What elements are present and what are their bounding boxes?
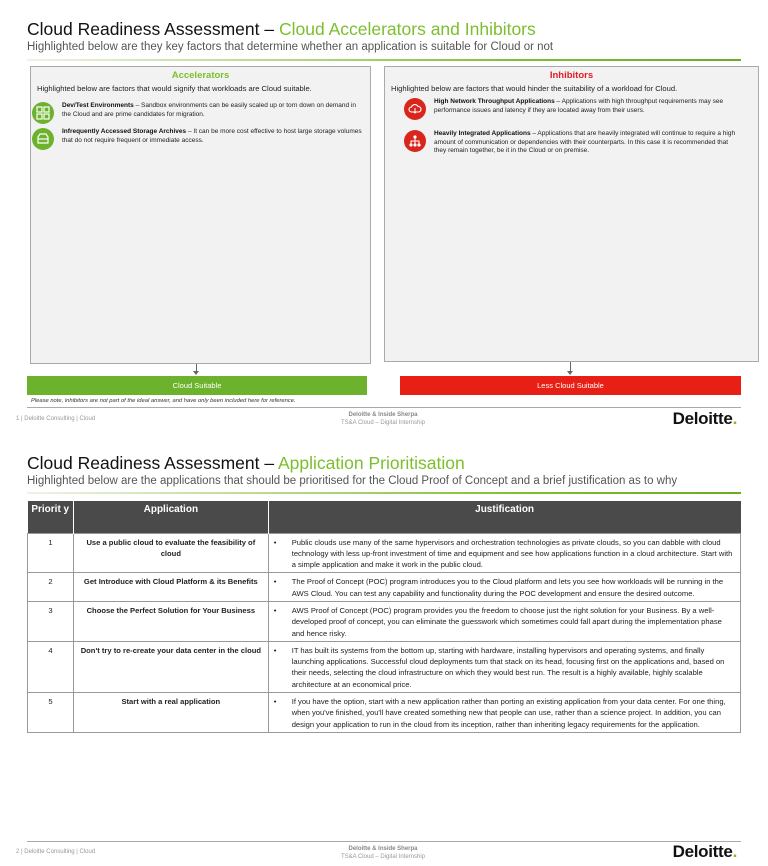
- slide2-title-rule: [27, 492, 741, 494]
- inhibitor-item-title: Heavily Integrated Applications: [434, 130, 531, 137]
- slide1-subtitle: Highlighted below are they key factors that determine whether an application is suitable for Cloud or not: [27, 41, 554, 53]
- table-row: [28, 693, 741, 733]
- bullet: •: [273, 537, 277, 547]
- table-header-row: [28, 501, 741, 533]
- justification-cell: [268, 601, 740, 641]
- application-cell: Don't try to re-create your data center in the cloud: [73, 641, 268, 692]
- slide1-footer-left: 1 | Deloitte Consulting | Cloud: [16, 416, 96, 422]
- accelerator-item-storage: [32, 128, 362, 150]
- table-row: [28, 601, 741, 641]
- bullet: •: [273, 645, 277, 655]
- cloud-sync-icon: [404, 98, 426, 120]
- storage-icon: [32, 128, 54, 150]
- accelerator-item-devtest: [32, 102, 362, 124]
- slide2-footer-center: [300, 845, 466, 861]
- slide2-subtitle: Highlighted below are the applications that should be prioritised for the Cloud Proof of Concept and a brief justification as to why: [27, 475, 678, 487]
- inhibitors-note: Please note, inhibitors are not part of the ideal answer, and have only been included here for reference.: [31, 398, 296, 404]
- prioritisation-table: [27, 501, 741, 733]
- justification-text: The Proof of Concept (POC) program introduces you to the Cloud platform and lets you see how workloads will be running in the AWS Cloud. You can test any capability and functionality during the POC development and ensure the desired outcome.: [291, 577, 724, 598]
- less-cloud-suitable-bar: Less Cloud Suitable: [400, 376, 741, 395]
- accelerator-item-desc: – It can be more cost effective to host large storage volumes that do not require frequent or immediate access.: [62, 128, 362, 144]
- accelerator-item-text: [62, 128, 362, 150]
- inhibitor-item-title: High Network Throughput Applications: [434, 98, 555, 105]
- inhibitors-heading: Inhibitors: [549, 70, 594, 81]
- inhibitors-arrow-head: [567, 371, 573, 375]
- accelerators-panel: [30, 66, 371, 364]
- justification-text: Public clouds use many of the same hypervisors and orchestration technologies as private clouds, so you can dabble with cloud technology with less up-front investment of time and equipment and see how applications function in a cloud architecture. Start with a simple application and make it work in the public cloud.: [291, 537, 733, 570]
- network-icon: [404, 130, 426, 152]
- inhibitor-item-desc: – Applications with high throughput requirements may see performance issues and latency if they are located away from their users.: [434, 98, 724, 114]
- application-cell: Use a public cloud to evaluate the feasibility of cloud: [73, 533, 268, 573]
- priority-cell: 1: [28, 533, 74, 573]
- accelerators-arrow-head: [193, 371, 199, 375]
- inhibitor-item-throughput: [404, 98, 740, 120]
- priority-cell: 4: [28, 641, 74, 692]
- justification-cell: [268, 641, 740, 692]
- accelerators-heading: Accelerators: [171, 70, 230, 81]
- accelerator-item-desc: – Sandbox environments can be easily scaled up or torn down on demand in the Cloud and are prime candidates for migration.: [62, 102, 356, 118]
- application-cell: Choose the Perfect Solution for Your Business: [73, 601, 268, 641]
- justification-cell: [268, 693, 740, 733]
- inhibitor-item-text: [434, 98, 740, 120]
- justification-cell: [268, 573, 740, 602]
- logo-dot: .: [732, 409, 737, 428]
- inhibitors-panel: [384, 66, 759, 362]
- bullet: •: [273, 605, 277, 615]
- application-cell: Get Introduce with Cloud Platform & its Benefits: [73, 573, 268, 602]
- priority-cell: 5: [28, 693, 74, 733]
- slide2-footer-rule: [27, 841, 741, 842]
- logo-dot: .: [732, 842, 737, 861]
- slide2-footer-line2: TS&A Cloud – Digital Internship: [340, 854, 426, 860]
- slide1-title-accent: Cloud Accelerators and Inhibitors: [278, 19, 536, 39]
- inhibitor-item-integrated: [404, 130, 740, 156]
- cloud-suitable-bar: Cloud Suitable: [27, 376, 367, 395]
- inhibitor-item-desc: – Applications that are heavily integrated will continue to require a high amount of communication or dependencies with their counterparts. In this case it is recommended that they remain together, be it in the Cloud or on premise.: [434, 130, 736, 155]
- slide1-footer-line2: TS&A Cloud – Digital Internship: [340, 420, 426, 426]
- slide1-title-prefix: Cloud Readiness Assessment –: [27, 19, 279, 39]
- inhibitors-intro: Highlighted below are factors that would hinder the suitability of a workload for Cloud.: [391, 84, 678, 93]
- priority-cell: 2: [28, 573, 74, 602]
- justification-text: IT has built its systems from the bottom up, starting with hardware, installing hypervisors and operating systems, and finally launching applications. Successful cloud deployments turn that stack on its head, focusing first on the applications and, based on their needs, selecting the cloud infrastructure on which they would best run. The result is a highly available, highly scalable architecture at an economical price.: [291, 645, 725, 689]
- slide1-title-rule: [27, 59, 741, 61]
- slide2-title-accent: Application Prioritisation: [277, 453, 465, 473]
- logo-text: Deloitte: [672, 409, 733, 428]
- table-row: [28, 533, 741, 573]
- slide1-footer-center: [300, 411, 466, 427]
- slide1-footer-line1: Deloitte & Inside Sherpa: [348, 412, 418, 418]
- column-header-priority: Priorit y: [28, 501, 74, 533]
- slide1-footer-rule: [27, 407, 741, 408]
- inhibitor-item-text: [434, 130, 740, 156]
- justification-cell: [268, 533, 740, 573]
- logo-text: Deloitte: [672, 842, 733, 861]
- justification-text: If you have the option, start with a new application rather than porting an existing application from your data center. For one thing, when you've finished, you'll have created something new that people can use, rather than a science project. In addition, you can design your application to run in the cloud from its inception, rather than inheriting legacy requirements for the application.: [291, 697, 726, 729]
- slide1-title: [27, 19, 536, 40]
- bullet: •: [273, 697, 277, 707]
- column-header-justification: Justification: [268, 501, 740, 533]
- accelerators-intro: Highlighted below are factors that would signify that workloads are Cloud suitable.: [37, 84, 312, 93]
- bullet: •: [273, 577, 277, 587]
- accelerator-item-title: Dev/Test Environments: [62, 102, 134, 109]
- slide2-deloitte-logo: [673, 842, 737, 862]
- grid-icon: [32, 102, 54, 124]
- table-row: [28, 641, 741, 692]
- slide1-deloitte-logo: [673, 409, 737, 429]
- application-cell: Start with a real application: [73, 693, 268, 733]
- slide2-footer-line1: Deloitte & Inside Sherpa: [348, 846, 418, 852]
- accelerator-item-text: [62, 102, 362, 124]
- slide2-title-prefix: Cloud Readiness Assessment –: [27, 453, 278, 473]
- column-header-application: Application: [73, 501, 268, 533]
- priority-cell: 3: [28, 601, 74, 641]
- justification-text: AWS Proof of Concept (POC) program provides you the freedom to choose just the right solution for your Business. By a well-developed proof of concept, you can eliminate the guesswork which sometimes could fall apart during the implementation phase and hence risky.: [291, 605, 722, 638]
- slide2-footer-left: 2 | Deloitte Consulting | Cloud: [16, 849, 96, 855]
- slide2-title: [27, 453, 465, 474]
- table-row: [28, 573, 741, 602]
- accelerator-item-title: Infrequently Accessed Storage Archives: [62, 128, 187, 135]
